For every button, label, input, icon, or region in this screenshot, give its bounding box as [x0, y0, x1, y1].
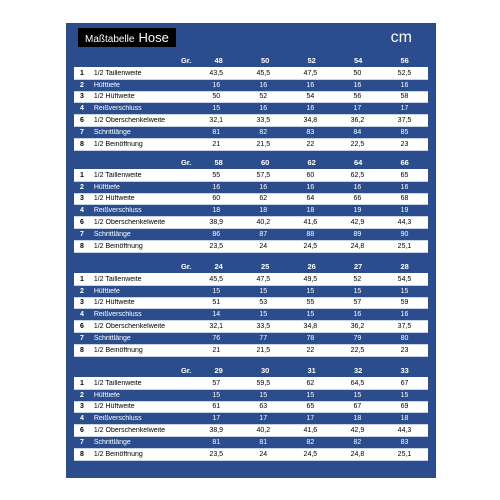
row-number: 6	[79, 323, 84, 331]
measurement-value: 21	[212, 346, 221, 354]
measurement-value: 19	[400, 207, 409, 215]
measurement-value: 50	[353, 69, 362, 77]
measurement-value: 16	[259, 81, 268, 89]
table-row	[74, 449, 428, 461]
size-header-cell: 32	[354, 365, 363, 375]
measurement-value: 18	[400, 415, 409, 423]
title-part-1: Maßtabelle	[85, 34, 135, 45]
measurement-label: Reißverschluss	[93, 311, 142, 319]
measurement-value: 40,2	[256, 219, 271, 227]
measurement-value: 15	[400, 287, 409, 295]
measurement-value: 52	[353, 275, 362, 283]
measurement-value: 33,5	[256, 117, 271, 125]
measurement-label: 1/2 Oberschenkelweite	[93, 219, 166, 227]
measurement-value: 34,8	[303, 117, 318, 125]
measurement-label: Reißverschluss	[93, 105, 142, 113]
measurement-value: 25,1	[397, 450, 412, 458]
size-header-cell: 28	[400, 261, 409, 271]
measurement-value: 15	[212, 391, 221, 399]
measurement-value: 15	[306, 287, 315, 295]
row-number: 4	[79, 311, 84, 319]
measurement-value: 24,5	[303, 242, 318, 250]
measurement-value: 32,1	[209, 323, 224, 331]
table-row	[74, 298, 428, 310]
row-number: 7	[79, 334, 84, 342]
measurement-value: 16	[306, 105, 315, 113]
measurement-value: 23	[400, 140, 409, 148]
measurement-value: 18	[306, 207, 315, 215]
measurement-rows	[74, 377, 428, 461]
size-header-cell: 24	[214, 261, 223, 271]
unit-label: cm	[390, 29, 412, 46]
size-header-cell: 60	[260, 157, 270, 167]
measurement-value: 15	[353, 391, 362, 399]
measurement-label: Hüfttiefe	[93, 391, 120, 399]
measurement-value: 18	[259, 207, 268, 215]
measurement-value: 81	[212, 438, 221, 446]
measurement-value: 81	[259, 438, 268, 446]
measurement-value: 64	[306, 195, 315, 203]
size-label: Gr.	[180, 157, 192, 167]
size-header-cell: 33	[400, 365, 409, 375]
measurement-label: 1/2 Hüftweite	[93, 93, 135, 101]
measurement-value: 15	[400, 391, 409, 399]
size-header-cell: 62	[307, 157, 316, 167]
measurement-value: 15	[212, 105, 221, 113]
measurement-value: 60	[306, 171, 315, 179]
row-number: 4	[79, 415, 84, 423]
measurement-value: 65	[306, 403, 315, 411]
measurement-value: 23,5	[209, 242, 224, 250]
sheet-header	[66, 23, 436, 49]
measurement-value: 47,5	[256, 275, 271, 283]
measurement-value: 77	[259, 334, 268, 342]
measurement-value: 90	[400, 230, 409, 238]
measurement-value: 62	[306, 379, 315, 387]
measurement-label: 1/2 Hüftweite	[93, 195, 135, 203]
measurement-value: 16	[353, 183, 362, 191]
measurement-value: 25,1	[397, 242, 412, 250]
measurement-value: 84	[353, 128, 362, 136]
row-number: 1	[79, 69, 84, 77]
size-header-cell: 48	[214, 55, 223, 65]
row-number: 2	[79, 287, 84, 295]
row-number: 6	[79, 117, 84, 125]
measurement-value: 16	[259, 105, 268, 113]
measurement-label: Hüfttiefe	[93, 81, 120, 89]
measurement-value: 24	[259, 450, 268, 458]
measurement-value: 38,9	[209, 427, 224, 435]
measurement-label: 1/2 Oberschenkelweite	[93, 323, 166, 331]
measurement-value: 47,5	[303, 69, 318, 77]
measurement-value: 83	[306, 128, 315, 136]
table-row	[74, 139, 428, 151]
measurement-value: 33,5	[256, 323, 271, 331]
measurement-value: 86	[212, 230, 221, 238]
measurement-label: 1/2 Taillenweite	[93, 379, 142, 387]
size-header-cell: 56	[400, 55, 409, 65]
measurement-value: 22	[306, 140, 315, 148]
table-row	[74, 205, 428, 217]
table-row	[74, 333, 428, 345]
measurement-value: 15	[259, 287, 268, 295]
measurement-value: 55	[212, 171, 221, 179]
measurement-value: 58	[400, 93, 409, 101]
measurement-value: 42,9	[350, 427, 365, 435]
size-header-cell: 27	[354, 261, 363, 271]
table-row	[74, 378, 428, 390]
measurement-value: 17	[353, 105, 362, 113]
size-header-cell: 52	[307, 55, 316, 65]
measurement-value: 24,5	[303, 450, 318, 458]
measurement-value: 82	[306, 438, 315, 446]
row-number: 1	[79, 275, 84, 283]
measurement-value: 18	[212, 207, 221, 215]
measurement-label: Schrittlänge	[93, 334, 131, 342]
measurement-label: 1/2 Beinöffnung	[93, 242, 143, 250]
measurement-value: 64,5	[350, 379, 365, 387]
size-header-cell: 31	[307, 365, 316, 375]
size-header-cell: 25	[260, 261, 270, 271]
size-table	[74, 53, 428, 151]
measurement-value: 52	[259, 93, 268, 101]
size-header-cell: 30	[260, 365, 270, 375]
table-row	[74, 103, 428, 115]
row-number: 7	[79, 230, 84, 238]
row-number: 6	[79, 219, 84, 227]
measurement-value: 16	[259, 183, 268, 191]
measurement-rows	[74, 169, 428, 253]
measurement-value: 37,5	[397, 117, 412, 125]
measurement-value: 82	[259, 128, 268, 136]
measurement-value: 22,5	[350, 140, 365, 148]
measurement-value: 40,2	[256, 427, 271, 435]
size-table	[74, 155, 428, 253]
measurement-value: 44,3	[397, 427, 412, 435]
table-row	[74, 229, 428, 241]
table-row	[74, 127, 428, 139]
measurement-value: 88	[306, 230, 315, 238]
table-row	[74, 115, 428, 127]
measurement-value: 53	[259, 299, 268, 307]
measurement-value: 22,5	[350, 346, 365, 354]
table-row	[74, 194, 428, 206]
measurement-value: 15	[212, 287, 221, 295]
measurement-value: 16	[306, 183, 315, 191]
table-row	[74, 437, 428, 449]
size-label: Gr.	[180, 55, 192, 65]
size-header-cell: 64	[354, 157, 363, 167]
table-row	[74, 92, 428, 104]
measurement-value: 16	[212, 183, 221, 191]
measurement-label: 1/2 Beinöffnung	[93, 346, 143, 354]
table-row	[74, 345, 428, 357]
measurement-value: 44,3	[397, 219, 412, 227]
title-part-2: Hose	[138, 30, 169, 45]
measurement-value: 41,6	[303, 219, 318, 227]
measurement-value: 17	[306, 415, 315, 423]
measurement-value: 54,5	[397, 275, 412, 283]
measurement-value: 85	[400, 128, 409, 136]
measurement-label: 1/2 Oberschenkelweite	[93, 117, 166, 125]
measurement-value: 18	[353, 415, 362, 423]
measurement-value: 52,5	[397, 69, 412, 77]
measurement-label: Schrittlänge	[93, 128, 131, 136]
measurement-value: 15	[259, 311, 268, 319]
measurement-value: 15	[259, 391, 268, 399]
measurement-value: 38,9	[209, 219, 224, 227]
table-row	[74, 321, 428, 333]
size-header-cell: 54	[354, 55, 363, 65]
measurement-value: 21	[212, 140, 221, 148]
row-number: 3	[79, 195, 84, 203]
table-row	[74, 274, 428, 286]
size-table-header	[74, 363, 428, 377]
measurement-value: 16	[353, 311, 362, 319]
measurement-value: 50	[212, 93, 221, 101]
measurement-value: 16	[306, 81, 315, 89]
measurement-value: 57	[353, 299, 362, 307]
size-label: Gr.	[180, 261, 192, 271]
table-row	[74, 402, 428, 414]
row-number: 8	[79, 346, 84, 354]
row-number: 3	[79, 403, 84, 411]
measurement-value: 78	[306, 334, 315, 342]
measurement-label: 1/2 Taillenweite	[93, 69, 142, 77]
row-number: 8	[79, 140, 84, 148]
measurement-value: 63	[259, 403, 268, 411]
measurement-label: 1/2 Beinöffnung	[93, 140, 143, 148]
measurement-label: 1/2 Beinöffnung	[93, 450, 143, 458]
measurement-value: 16	[212, 81, 221, 89]
measurement-value: 17	[400, 105, 409, 113]
table-row	[74, 217, 428, 229]
size-label: Gr.	[180, 365, 192, 375]
measurement-value: 67	[400, 379, 409, 387]
measurement-value: 81	[212, 128, 221, 136]
size-header-cell: 50	[260, 55, 270, 65]
size-chart-sheet	[66, 23, 436, 478]
measurement-value: 17	[212, 415, 221, 423]
measurement-value: 59,5	[256, 379, 271, 387]
measurement-value: 45,5	[256, 69, 271, 77]
measurement-value: 57	[212, 379, 221, 387]
measurement-label: Hüfttiefe	[93, 183, 120, 191]
measurement-value: 16	[400, 183, 409, 191]
table-row	[74, 241, 428, 253]
size-header-cell: 29	[214, 365, 223, 375]
measurement-value: 62,5	[350, 171, 365, 179]
measurement-label: 1/2 Hüftweite	[93, 403, 135, 411]
measurement-value: 62	[259, 195, 268, 203]
row-number: 3	[79, 93, 84, 101]
measurement-value: 15	[353, 287, 362, 295]
row-number: 1	[79, 379, 84, 387]
size-table	[74, 363, 428, 461]
row-number: 2	[79, 183, 84, 191]
size-table	[74, 259, 428, 357]
size-table-header	[74, 53, 428, 67]
measurement-value: 57,5	[256, 171, 271, 179]
measurement-value: 67	[353, 403, 362, 411]
measurement-value: 60	[212, 195, 221, 203]
row-number: 7	[79, 438, 84, 446]
measurement-value: 83	[400, 438, 409, 446]
measurement-value: 89	[353, 230, 362, 238]
measurement-value: 17	[259, 415, 268, 423]
table-row	[74, 390, 428, 402]
measurement-value: 16	[353, 81, 362, 89]
measurement-value: 23	[400, 346, 409, 354]
size-header-cell: 66	[400, 157, 409, 167]
measurement-value: 16	[400, 81, 409, 89]
row-number: 4	[79, 105, 84, 113]
measurement-value: 43,5	[209, 69, 224, 77]
title-box	[78, 28, 176, 47]
measurement-label: 1/2 Oberschenkelweite	[93, 427, 166, 435]
measurement-label: Reißverschluss	[93, 207, 142, 215]
measurement-label: Reißverschluss	[93, 415, 142, 423]
measurement-value: 23,5	[209, 450, 224, 458]
measurement-value: 36,2	[350, 117, 365, 125]
size-header-cell: 26	[307, 261, 316, 271]
table-row	[74, 309, 428, 321]
table-row	[74, 68, 428, 80]
measurement-rows	[74, 273, 428, 357]
measurement-label: 1/2 Taillenweite	[93, 275, 142, 283]
measurement-rows	[74, 67, 428, 151]
measurement-value: 15	[306, 391, 315, 399]
measurement-value: 68	[400, 195, 409, 203]
measurement-value: 49,5	[303, 275, 318, 283]
measurement-value: 54	[306, 93, 315, 101]
measurement-value: 69	[400, 403, 409, 411]
measurement-value: 14	[212, 311, 221, 319]
row-number: 4	[79, 207, 84, 215]
measurement-value: 42,9	[350, 219, 365, 227]
size-table-header	[74, 259, 428, 273]
measurement-value: 61	[212, 403, 221, 411]
measurement-value: 19	[353, 207, 362, 215]
measurement-value: 76	[212, 334, 221, 342]
measurement-label: 1/2 Taillenweite	[93, 171, 142, 179]
measurement-value: 65	[400, 171, 409, 179]
table-row	[74, 286, 428, 298]
measurement-value: 59	[400, 299, 409, 307]
row-number: 6	[79, 427, 84, 435]
measurement-value: 15	[306, 311, 315, 319]
table-row	[74, 170, 428, 182]
measurement-value: 79	[353, 334, 362, 342]
measurement-value: 45,5	[209, 275, 224, 283]
table-row	[74, 413, 428, 425]
measurement-value: 32,1	[209, 117, 224, 125]
measurement-value: 34,8	[303, 323, 318, 331]
row-number: 7	[79, 128, 84, 136]
measurement-value: 37,5	[397, 323, 412, 331]
measurement-value: 21,5	[256, 140, 271, 148]
row-number: 8	[79, 242, 84, 250]
row-number: 1	[79, 171, 84, 179]
measurement-value: 55	[306, 299, 315, 307]
measurement-value: 24,8	[350, 450, 365, 458]
measurement-value: 66	[353, 195, 362, 203]
measurement-value: 24,8	[350, 242, 365, 250]
measurement-value: 80	[400, 334, 409, 342]
table-row	[74, 80, 428, 92]
row-number: 2	[79, 81, 84, 89]
measurement-value: 21,5	[256, 346, 271, 354]
measurement-label: Schrittlänge	[93, 230, 131, 238]
measurement-value: 82	[353, 438, 362, 446]
row-number: 8	[79, 450, 84, 458]
table-row	[74, 425, 428, 437]
measurement-label: Hüfttiefe	[93, 287, 120, 295]
size-table-header	[74, 155, 428, 169]
measurement-value: 36,2	[350, 323, 365, 331]
row-number: 3	[79, 299, 84, 307]
measurement-value: 41,6	[303, 427, 318, 435]
measurement-value: 16	[400, 311, 409, 319]
measurement-value: 56	[353, 93, 362, 101]
size-header-cell: 58	[214, 157, 223, 167]
measurement-value: 51	[212, 299, 221, 307]
row-number: 2	[79, 391, 84, 399]
measurement-value: 24	[259, 242, 268, 250]
table-row	[74, 182, 428, 194]
measurement-value: 22	[306, 346, 315, 354]
measurement-label: Schrittlänge	[93, 438, 131, 446]
measurement-value: 87	[259, 230, 268, 238]
measurement-label: 1/2 Hüftweite	[93, 299, 135, 307]
